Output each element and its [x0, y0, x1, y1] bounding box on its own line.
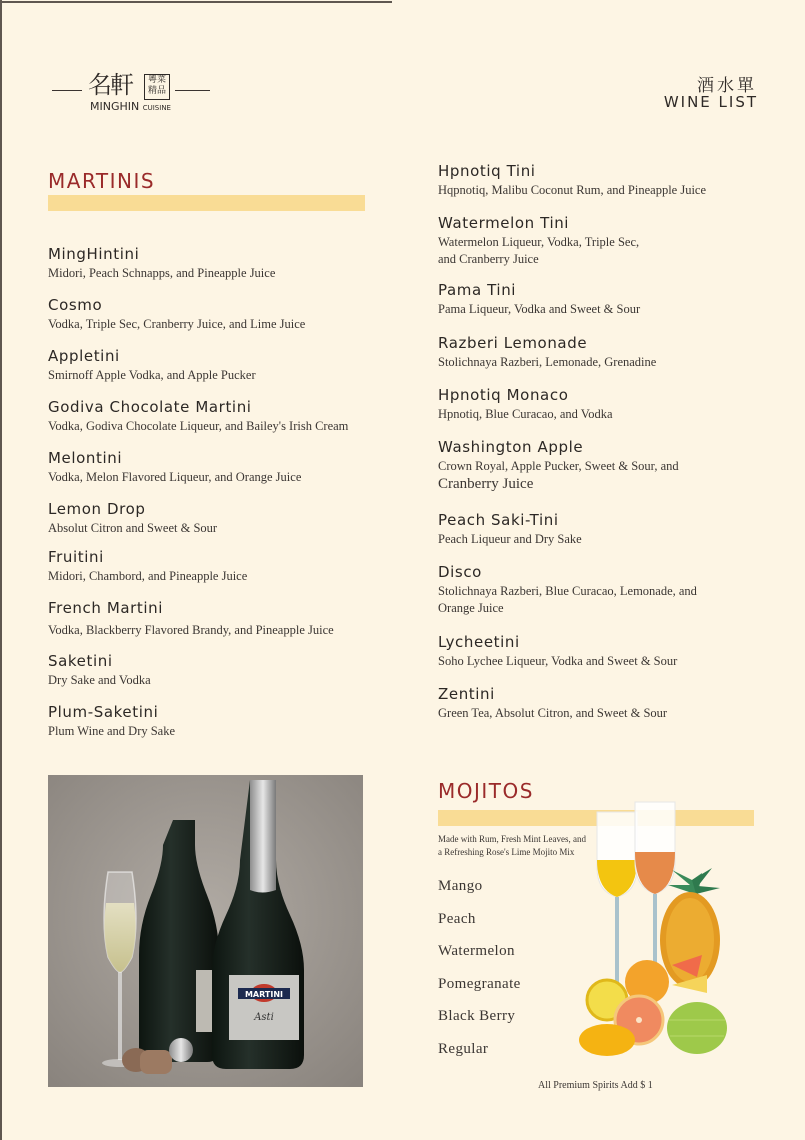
- logo-brand-name: MINGHIN: [90, 100, 140, 113]
- drink-desc: Dry Sake and Vodka: [48, 673, 151, 687]
- drink-name: Disco: [438, 563, 482, 581]
- mojito-flavor: Watermelon: [438, 943, 515, 960]
- martinis-heading: MARTINIS: [48, 169, 156, 193]
- drink-name: Lycheetini: [438, 633, 520, 651]
- drink-item: [438, 684, 778, 722]
- drink-desc: Stolichnaya Razberi, Lemonade, Grenadine: [438, 355, 657, 369]
- wine-list-title-en: WINE LIST: [663, 93, 758, 111]
- drink-name: Fruitini: [48, 548, 104, 566]
- drink-desc: Smirnoff Apple Vodka, and Apple Pucker: [48, 368, 256, 382]
- logo-rule-right: [175, 90, 210, 91]
- drink-desc: Vodka, Melon Flavored Liqueur, and Orange Juice: [48, 470, 302, 484]
- mojito-intro-line1: Made with Rum, Fresh Mint Leaves, and: [438, 834, 586, 844]
- drink-item: [438, 632, 778, 670]
- drink-desc-cont: Orange Juice: [438, 601, 504, 615]
- drink-item: [48, 397, 388, 435]
- logo-cjk-tag: [144, 74, 170, 100]
- drink-item: [48, 598, 388, 639]
- fruit-illustration: [577, 800, 727, 1060]
- drink-desc: Green Tea, Absolut Citron, and Sweet & Sour: [438, 706, 668, 720]
- drink-name: French Martini: [48, 599, 164, 617]
- drink-desc: Plum Wine and Dry Sake: [48, 724, 176, 738]
- restaurant-logo: [52, 72, 212, 114]
- drink-name: Peach Saki-Tini: [438, 511, 559, 529]
- drink-name: Hpnotiq Monaco: [438, 386, 569, 404]
- drink-desc: Vodka, Godiva Chocolate Liqueur, and Bailey's Irish Cream: [48, 419, 349, 433]
- drink-name: Plum-Saketini: [48, 703, 159, 721]
- drink-desc: Stolichnaya Razberi, Blue Curacao, Lemonade, and: [438, 584, 697, 598]
- drink-item: [48, 651, 388, 689]
- premium-spirits-note: All Premium Spirits Add $ 1: [538, 1080, 653, 1091]
- drink-item: [438, 213, 778, 268]
- drink-item: [48, 702, 388, 740]
- drink-name: Hpnotiq Tini: [438, 162, 536, 180]
- mojito-flavor-list: [438, 875, 521, 1071]
- page-border-left: [0, 0, 2, 1140]
- mojito-flavor: Peach: [438, 910, 476, 927]
- drink-name: Godiva Chocolate Martini: [48, 398, 252, 416]
- drink-item: [438, 510, 778, 548]
- drink-name: Appletini: [48, 347, 120, 365]
- logo-rule-left: [52, 90, 82, 91]
- logo-cjk-name: 名軒: [88, 71, 132, 99]
- drink-item: [438, 161, 778, 199]
- svg-text:Asti: Asti: [254, 1012, 274, 1023]
- drink-name: Saketini: [48, 652, 113, 670]
- wine-list-title-cn: 酒水單: [697, 76, 757, 96]
- drink-name: Pama Tini: [438, 281, 517, 299]
- drink-item: [48, 244, 388, 282]
- drink-item: [48, 346, 388, 384]
- drink-desc-cont: and Cranberry Juice: [438, 252, 539, 266]
- mojito-intro-line2: a Refreshing Rose's Lime Mojito Mix: [438, 847, 575, 857]
- logo-brand-suffix: CUISINE: [142, 104, 171, 112]
- bottle-glass-illustration: [48, 775, 363, 1087]
- logo-cjk-tag-line1: 粵菜: [147, 75, 166, 85]
- drink-item: [48, 448, 388, 486]
- logo-cjk-tag-line2: 精品: [147, 86, 166, 96]
- drink-item: [438, 562, 778, 617]
- drink-item: [438, 437, 778, 494]
- drink-desc: Midori, Chambord, and Pineapple Juice: [48, 569, 248, 583]
- drink-name: Cosmo: [48, 296, 103, 314]
- drink-name: Watermelon Tini: [438, 214, 570, 232]
- drink-item: [48, 499, 388, 537]
- drink-desc: Peach Liqueur and Dry Sake: [438, 532, 582, 546]
- drink-name: Zentini: [438, 685, 495, 703]
- mojito-flavor: Black Berry: [438, 1008, 516, 1025]
- mojitos-heading: MOJITOS: [438, 779, 534, 803]
- drink-desc: Vodka, Triple Sec, Cranberry Juice, and Lime Juice: [48, 317, 306, 331]
- mojito-flavor: Mango: [438, 878, 483, 894]
- svg-text:MARTINI: MARTINI: [244, 990, 284, 999]
- drink-item: [438, 333, 778, 371]
- drink-item: [48, 547, 388, 585]
- martini-asti-photo: [48, 775, 363, 1087]
- drink-desc: Midori, Peach Schnapps, and Pineapple Juice: [48, 266, 276, 280]
- drink-desc: Watermelon Liqueur, Vodka, Triple Sec,: [438, 235, 640, 249]
- drink-desc: Absolut Citron and Sweet & Sour: [48, 521, 218, 535]
- drink-name: Washington Apple: [438, 438, 584, 456]
- drink-desc: Soho Lychee Liqueur, Vodka and Sweet & Sour: [438, 654, 678, 668]
- mojito-flavor: Regular: [438, 1040, 489, 1057]
- drink-name: Melontini: [48, 449, 123, 467]
- drink-item: [48, 295, 388, 333]
- drink-name: Razberi Lemonade: [438, 334, 588, 352]
- drink-item: [438, 280, 778, 318]
- logo-brand: [90, 100, 171, 113]
- drink-desc: Pama Liqueur, Vodka and Sweet & Sour: [438, 302, 641, 316]
- page-border-top: [0, 1, 392, 3]
- drink-name: MingHintini: [48, 245, 140, 263]
- martinis-accent-bar: [48, 195, 365, 211]
- fruit-and-wine-glasses-image: [577, 800, 727, 1060]
- drink-desc: Crown Royal, Apple Pucker, Sweet & Sour, and: [438, 459, 679, 473]
- drink-item: [438, 385, 778, 423]
- drink-desc: Vodka, Blackberry Flavored Brandy, and Pineapple Juice: [48, 623, 334, 637]
- drink-desc-cont: Cranberry Juice: [438, 476, 534, 492]
- drink-desc: Hqpnotiq, Malibu Coconut Rum, and Pineapple Juice: [438, 183, 707, 197]
- mojito-flavor: Pomegranate: [438, 975, 521, 992]
- drink-desc: Hpnotiq, Blue Curacao, and Vodka: [438, 407, 613, 421]
- drink-name: Lemon Drop: [48, 500, 146, 518]
